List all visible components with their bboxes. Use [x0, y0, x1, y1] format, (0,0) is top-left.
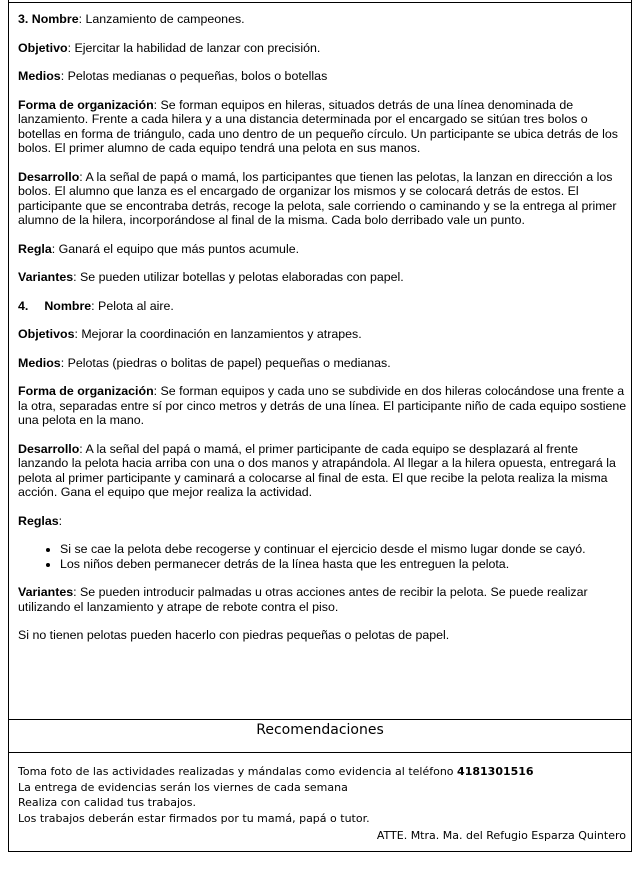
field-value: : A la señal de papá o mamá, los participantes que tienen las pelotas, la lanzan en dirección a los bolos. El alumno que lanza es el encargado de organizar los mismos y se colocará detrás de estos. El participante que se encontraba detrás, recoge la pelota, sale corriendo o caminando y se la entrega al primer alumno de la hilera, incorporándose al final de la misma. Cada bolo derribado vale un punto. [18, 169, 617, 227]
act3-objetivo [18, 41, 628, 56]
phone-number: 4181301516 [457, 765, 534, 778]
field-label: Nombre [44, 298, 92, 313]
field-value: : Pelota al aire. [91, 298, 174, 313]
field-label: Medios [18, 69, 61, 83]
field-value: : Se forman equipos y cada uno se subdivide en dos hileras colocándose una frente a la otra, separadas entre sí por cinco metros y detrás de una línea. El participante niño de cada equipo sostiene una pelota en la mano. [18, 384, 627, 427]
act3-desarrollo [18, 170, 628, 228]
reglas-list [18, 542, 628, 571]
act3-variantes [18, 270, 628, 285]
field-label: Regla [18, 241, 52, 256]
recomendacion-text: Toma foto de las actividades realizadas y mándalas como evidencia al teléfono [18, 765, 458, 778]
recomendaciones-list [18, 764, 628, 826]
field-value: : Lanzamiento de campeones. [78, 12, 245, 26]
field-label: Variantes [18, 585, 74, 599]
signature: ATTE. Mtra. Ma. del Refugio Esparza Quintero [376, 829, 626, 842]
field-label: 3. Nombre [18, 12, 79, 26]
field-value: : Ganará el equipo que más puntos acumule. [51, 241, 300, 256]
divider-line [8, 752, 632, 753]
act3-regla [18, 242, 628, 257]
act3-nombre [18, 12, 628, 27]
list-item: • Si se cae la pelota debe recogerse y continuar el ejercicio desde el mismo lugar donde se cayó. [60, 542, 628, 557]
top-border [8, 2, 632, 3]
field-value: : [58, 513, 63, 528]
recomendaciones-title: Recomendaciones [256, 722, 384, 738]
field-label: Desarrollo [18, 169, 80, 184]
field-label: Reglas [18, 513, 59, 528]
field-label: Medios [18, 355, 61, 370]
recomendacion-line: Realiza con calidad tus trabajos. [18, 796, 196, 809]
act4-desarrollo [18, 442, 628, 500]
act4-medios [18, 356, 628, 371]
field-value: : Mejorar la coordinación en lanzamientos y atrapes. [74, 327, 362, 341]
act4-reglas [18, 514, 628, 529]
act3-medios [18, 69, 628, 84]
activities-content [18, 12, 628, 657]
field-value: : Se pueden introducir palmadas u otras acciones antes de recibir la pelota. Se puede realizar utilizando el lanzamiento y atrape de rebote contra el piso. [18, 585, 588, 614]
field-label: Objetivo [18, 40, 68, 55]
field-value: : Pelotas (piedras o bolitas de papel) pequeñas o medianas. [60, 355, 391, 370]
field-value: : Pelotas medianas o pequeñas, bolos o botellas [60, 69, 328, 83]
divider-line [8, 719, 632, 720]
act3-forma [18, 98, 628, 156]
act4-variantes [18, 585, 628, 614]
field-value: : Se pueden utilizar botellas y pelotas elaboradas con papel. [73, 270, 404, 284]
recomendacion-line [18, 764, 628, 780]
field-label: Variantes [18, 270, 74, 284]
field-label: Objetivos [18, 327, 75, 341]
field-value: : Ejercitar la habilidad de lanzar con precisión. [67, 40, 321, 55]
field-value: : A la señal del papá o mamá, el primer participante de cada equipo se desplazará al frente lanzando la pelota hacia arriba con una o dos manos y atrapándola. Al llegar a la hilera opuesta, entregará la pelota al primer participante y caminará a colocarse al final de esta. El que recibe la pelota realiza la misma acción. Gana el equipo que mejor realiza la actividad. [18, 441, 616, 499]
act4-forma [18, 384, 628, 428]
activity-number: 4. [18, 298, 29, 313]
act4-nombre [18, 299, 628, 314]
list-item: • Los niños deben permanecer detrás de la línea hasta que les entreguen la pelota. [60, 557, 628, 572]
recomendacion-line: Los trabajos deberán estar firmados por tu mamá, papá o tutor. [18, 811, 370, 825]
recomendacion-line: La entrega de evidencias serán los viernes de cada semana [18, 780, 348, 794]
field-label: Forma de organización [18, 97, 154, 112]
act4-nota: Si no tienen pelotas pueden hacerlo con piedras pequeñas o pelotas de papel. [18, 628, 450, 642]
act4-objetivos [18, 327, 628, 342]
field-label: Forma de organización [18, 384, 154, 398]
field-label: Desarrollo [18, 441, 80, 456]
field-value: : Se forman equipos en hileras, situados detrás de una línea denominada de lanzamiento. Frente a cada hilera y a una distancia determinada por el encargado se sitúan tres bolos o botellas en forma de triángulo, cada uno dentro de un pequeño círculo. Un participante se ubica detrás de los bolos. El primer alumno de cada equipo tendrá una pelota en sus manos. [18, 97, 618, 155]
